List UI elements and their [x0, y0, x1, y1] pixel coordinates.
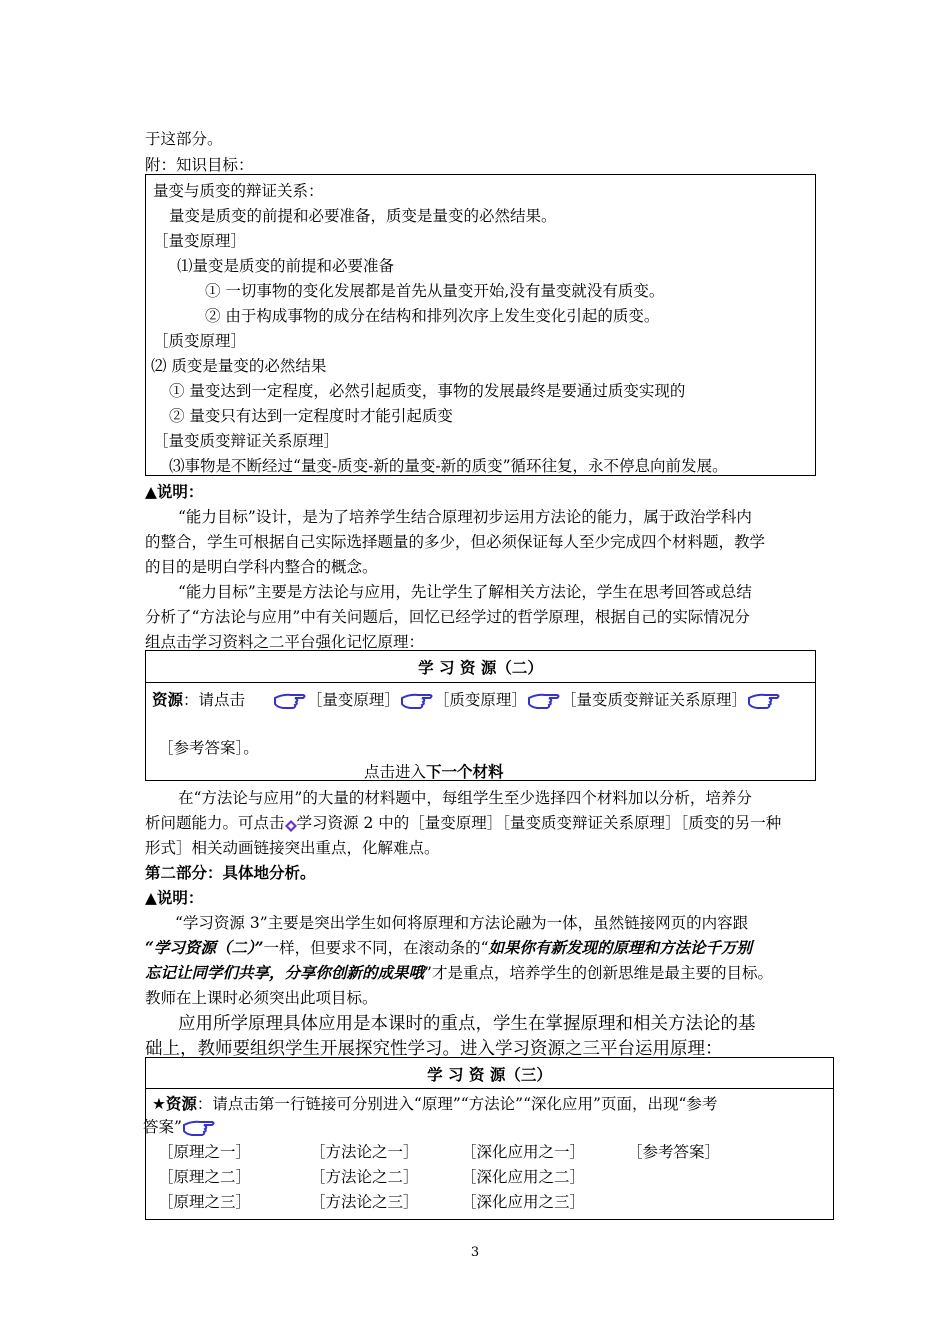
pointing-hand-icon[interactable]	[747, 690, 781, 712]
scroll-quote: 如果你有新发现的原理和方法论千万别	[488, 938, 753, 957]
link-quantitative-change[interactable]: ［量变原理］	[306, 691, 400, 709]
diamond-link-icon[interactable]	[285, 818, 297, 830]
resource-3-desc-2	[143, 1115, 216, 1139]
link-principle-2[interactable]: ［原理之二］	[158, 1168, 252, 1186]
paragraph-line	[145, 961, 773, 983]
link-deep-application-3[interactable]: ［深化应用之三］	[461, 1193, 586, 1211]
pointing-hand-icon[interactable]	[527, 690, 561, 712]
link-reference-answer[interactable]: ［参考答案］。	[158, 739, 259, 757]
resource-2-title: 学 习 资 源（二）	[418, 659, 543, 677]
paragraph-line: “能力目标”主要是方法论与应用，先让学生了解相关方法论，学生在思考回答或总结	[178, 583, 752, 601]
scroll-quote: 忘记让同学们共享，分享你创新的成果哦	[145, 963, 425, 982]
paragraph-text: ”才是重点，培养学生的创新思维是最主要的目标。	[424, 964, 773, 982]
resource-reference: “学习资源（二）”	[145, 938, 264, 957]
knowledge-line: ① 一切事物的变化发展都是首先从量变开始,没有量变就没有质变。	[205, 282, 665, 300]
paragraph-line: 教师在上课时必须突出此项目标。	[145, 989, 378, 1007]
paragraph-text: 一样，但要求不同，在滚动条的“	[263, 939, 489, 957]
pointing-hand-icon[interactable]	[273, 690, 307, 712]
paragraph-line: 分析了“方法论与应用”中有关问题后，回忆已经学过的哲学原理，根据自己的实际情况分	[145, 608, 750, 626]
link-methodology-1[interactable]: ［方法论之一］	[310, 1143, 419, 1161]
paragraph-line: 应用所学原理具体应用是本课时的重点，学生在掌握原理和相关方法论的基	[178, 1014, 756, 1034]
paragraph-line: 形式］相关动画链接突出重点，化解难点。	[145, 839, 440, 857]
resource-3-box	[145, 1057, 834, 1220]
resource-2-box	[145, 650, 816, 781]
paragraph-line: 组点击学习资料之二平台强化记忆原理：	[145, 633, 425, 651]
pointing-hand-icon[interactable]	[182, 1117, 216, 1139]
knowledge-line: ⑶事物是不断经过“量变-质变-新的量变-新的质变”循环往复，永不停息向前发展。	[169, 457, 728, 475]
resource-label: ★资源	[152, 1095, 197, 1113]
knowledge-line: ② 量变只有达到一定程度时才能引起质变	[169, 407, 453, 425]
resource-2-row	[152, 688, 781, 712]
intro-line-1: 于这部分。	[145, 130, 223, 148]
link-principle-3[interactable]: ［原理之三］	[158, 1193, 252, 1211]
note-title: ▲说明：	[145, 889, 204, 907]
paragraph-line	[145, 811, 781, 833]
resource-desc: 答案”	[143, 1118, 182, 1136]
link-deep-application-2[interactable]: ［深化应用之二］	[461, 1168, 586, 1186]
link-methodology-3[interactable]: ［方法论之三］	[310, 1193, 419, 1211]
paragraph-line: 的整合，学生可根据自己实际选择题量的多少，但必须保证每人至少完成四个材料题，教学	[145, 533, 766, 551]
paragraph-line: 础上，教师要组织学生开展探究性学习。进入学习资源之三平台运用原理：	[145, 1039, 723, 1059]
paragraph-line: 的目的是明白学科内整合的概念。	[145, 558, 378, 576]
knowledge-line: ② 由于构成事物的成分在结构和排列次序上发生变化引起的质变。	[205, 307, 660, 325]
resource-prompt: ：请点击	[183, 691, 246, 709]
next-material-link[interactable]	[364, 760, 504, 782]
knowledge-line: 量变与质变的辩证关系：	[153, 182, 324, 200]
resource-3-title: 学 习 资 源（三）	[427, 1066, 552, 1084]
resource-label: 资源	[152, 691, 184, 709]
paragraph-text: 学习资源 2 中的［量变原理］［量变质变辩证关系原理］［质变的另一种	[296, 814, 782, 832]
link-methodology-2[interactable]: ［方法论之二］	[310, 1168, 419, 1186]
knowledge-line: ［质变原理］	[153, 332, 247, 350]
page-number: 3	[470, 1245, 480, 1260]
knowledge-line: ［量变原理］	[153, 232, 247, 250]
knowledge-line: 量变是质变的前提和必要准备，质变是量变的必然结果。	[169, 207, 557, 225]
next-material-label[interactable]: 下一个材料	[426, 763, 504, 781]
link-qualitative-change[interactable]: ［质变原理］	[433, 691, 527, 709]
resource-desc: ：请点击第一行链接可分别进入“原理”“方法论”“深化应用”页面，出现“参考	[196, 1095, 718, 1113]
knowledge-line: ［量变质变辩证关系原理］	[153, 432, 340, 450]
knowledge-line: ① 量变达到一定程度，必然引起质变，事物的发展最终是要通过质变实现的	[169, 382, 686, 400]
next-prefix: 点击进入	[364, 763, 427, 781]
knowledge-line: ⑴量变是质变的前提和必要准备	[177, 257, 395, 275]
pointing-hand-icon[interactable]	[400, 690, 434, 712]
paragraph-line: “能力目标”设计，是为了培养学生结合原理初步运用方法论的能力，属于政治学科内	[178, 508, 752, 526]
paragraph-text: 析问题能力。可点击	[145, 814, 285, 832]
link-dialectical-relation[interactable]: ［量变质变辩证关系原理］	[560, 691, 747, 709]
knowledge-line: ⑵ 质变是量变的必然结果	[151, 357, 327, 375]
paragraph-line: “学习资源 3”主要是突出学生如何将原理和方法论融为一体，虽然链接网页的内容跟	[175, 914, 749, 932]
link-principle-1[interactable]: ［原理之一］	[158, 1143, 252, 1161]
intro-line-2: 附：知识目标：	[145, 156, 254, 174]
part-two-title: 第二部分：具体地分析。	[145, 864, 316, 882]
resource-3-desc	[152, 1092, 717, 1114]
link-deep-application-1[interactable]: ［深化应用之一］	[461, 1143, 586, 1161]
note-title: ▲说明：	[145, 483, 204, 501]
paragraph-line: 在“方法论与应用”的大量的材料题中，每组学生至少选择四个材料加以分析，培养分	[178, 789, 752, 807]
knowledge-box	[145, 174, 816, 476]
link-reference-answer[interactable]: ［参考答案］	[627, 1143, 721, 1161]
paragraph-line	[145, 936, 752, 958]
